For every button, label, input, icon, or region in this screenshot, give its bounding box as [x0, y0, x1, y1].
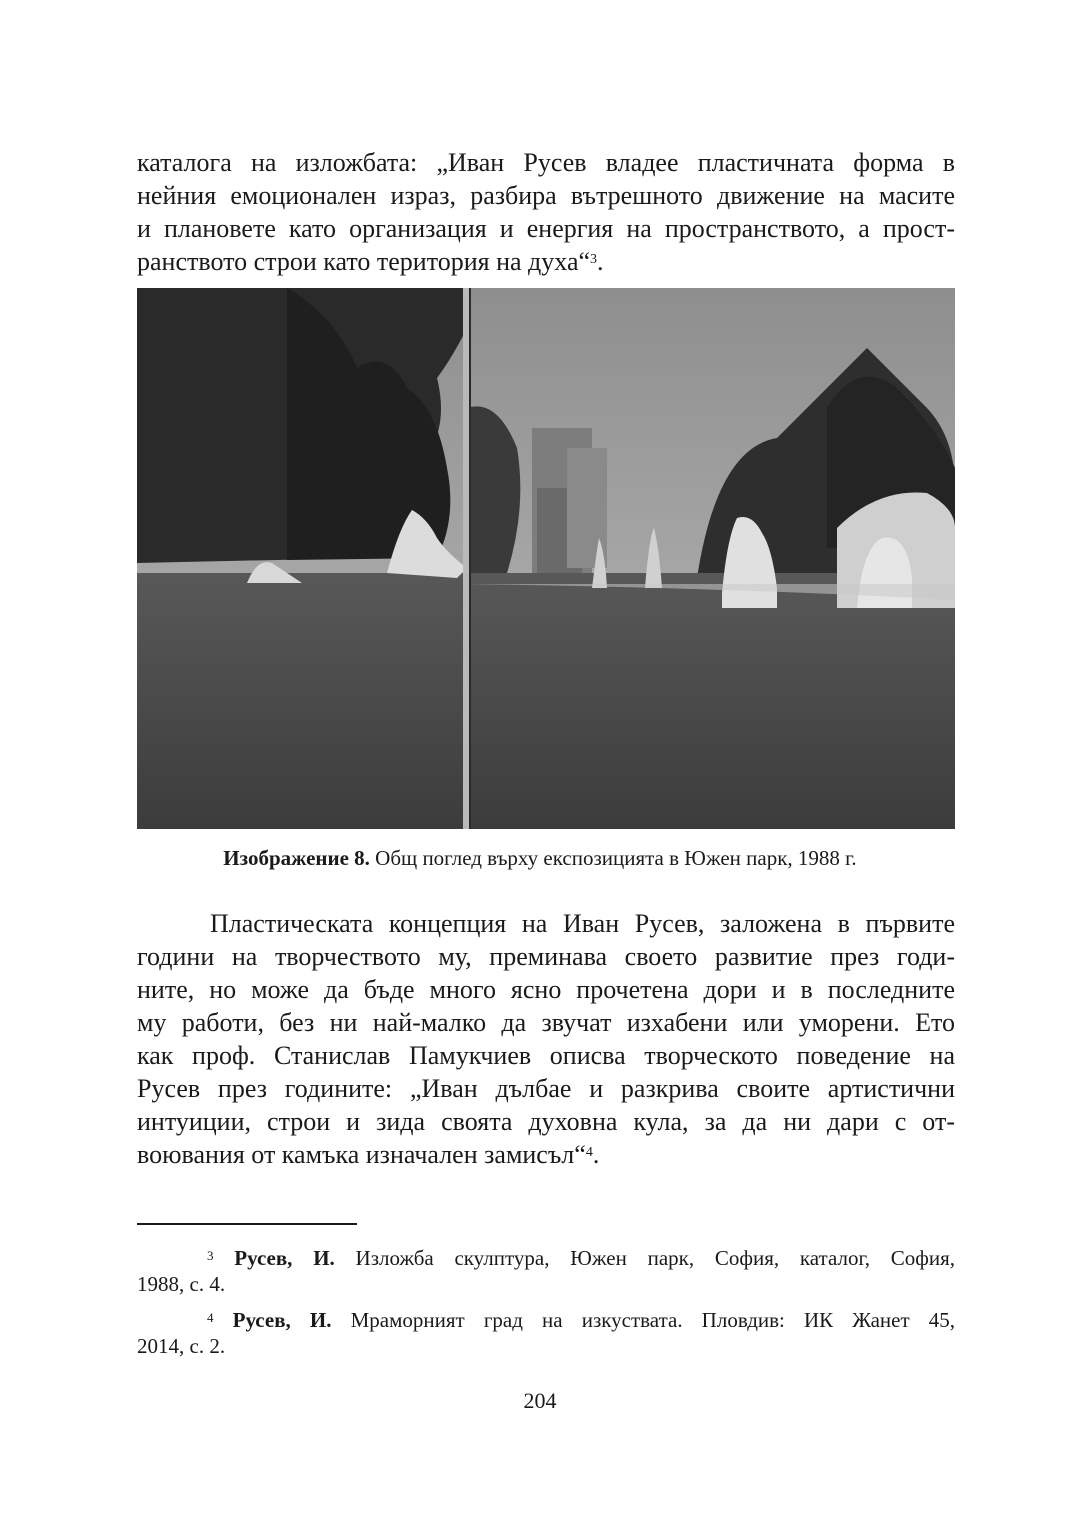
footnote-3: $^3$ Русев, И. Изложба скулптура, Южен парк, София, каталог, София, 1988, с. 4. — [137, 1246, 955, 1296]
page-number: 204 — [523, 1388, 557, 1413]
footnote-separator — [137, 1223, 357, 1225]
text-line: как проф. Станислав Памукчиев описва творческото поведение на — [137, 1041, 955, 1070]
footnote-author: Русев, И. — [234, 1246, 335, 1270]
text-line: воювания от камъка изначален замисъл“$^4$. — [137, 1140, 600, 1169]
footnote-line: 2014, с. 2. — [137, 1334, 226, 1358]
paragraph-2 — [137, 907, 955, 1171]
text-line: каталога на изложбата: „Иван Русев владее пластичната форма в — [137, 148, 955, 177]
text-line: години на творчеството му, преминава своето развитие през годи- — [137, 942, 955, 971]
footnote-line: 1988, с. 4. — [137, 1272, 226, 1296]
figure-label: Изображение 8. — [223, 846, 370, 870]
text-line: ранството строи като територия на духа“$^3$. — [137, 247, 604, 276]
figure-caption — [0, 845, 1080, 871]
footnote-ref[interactable]: 3 — [590, 252, 598, 267]
footnote-author: Русев, И. — [232, 1308, 332, 1332]
figure-caption-text: Общ поглед върху експозицията в Южен парк, 1988 г. — [369, 846, 857, 870]
paragraph-1 — [137, 146, 955, 278]
footnote-number: 3 — [207, 1248, 214, 1263]
text-line: Русев през годините: „Иван дълбае и разкрива своите артистични — [137, 1074, 955, 1103]
exhibition-photo — [137, 288, 955, 829]
text-line: му работи, без ни най-малко да звучат изхабени или уморени. Ето — [137, 1008, 955, 1037]
text-line: нейния емоционален израз, разбира вътрешното движение на масите — [137, 181, 955, 210]
footnote-4: $^4$ Русев, И. Мраморният град на изкуствата. Пловдив: ИК Жанет 45, 2014, с. 2. — [137, 1308, 956, 1358]
footnote-ref[interactable]: 4 — [585, 1145, 593, 1160]
text-line: ните, но може да бъде много ясно прочетена дори и в последните — [137, 975, 955, 1004]
footnote-number: 4 — [207, 1310, 214, 1325]
text-line: интуиции, строи и зида своята духовна кула, за да ни дари с от- — [137, 1107, 955, 1136]
text-line: Пластическата концепция на Иван Русев, заложена в първите — [210, 909, 955, 938]
text-line: и плановете като организация и енергия на пространството, а прост- — [137, 214, 955, 243]
